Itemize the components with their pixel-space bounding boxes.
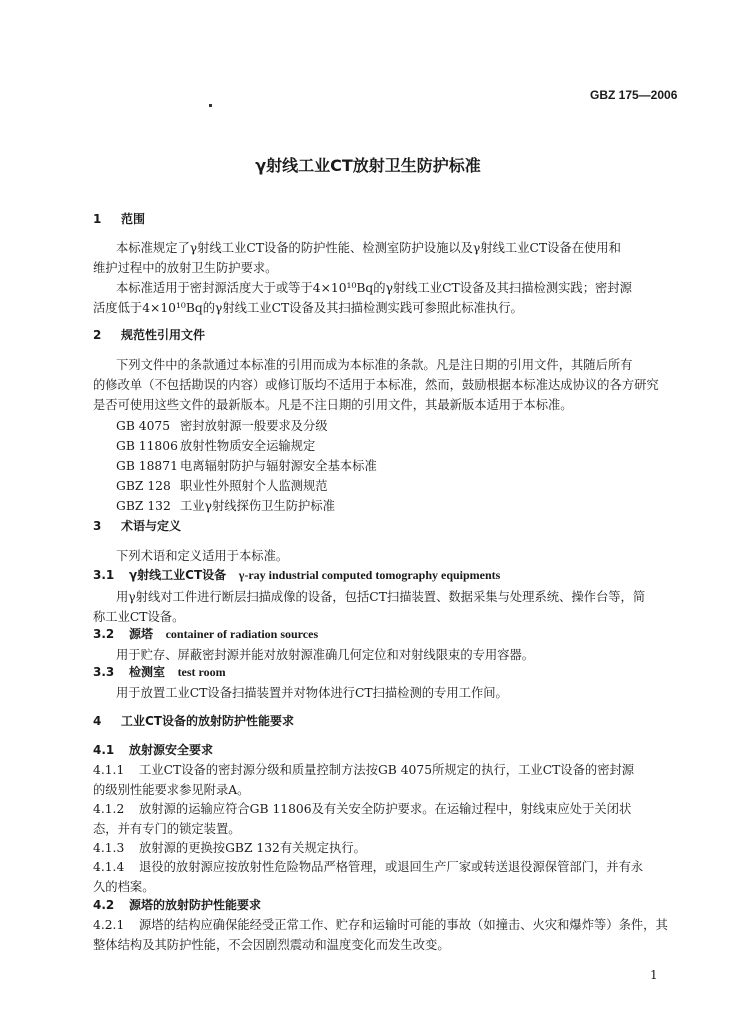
reference-title: 职业性外照射个人监测规范 xyxy=(180,479,328,493)
term-number: 3.3 xyxy=(93,665,115,679)
clause-4-1-4 xyxy=(93,857,643,875)
clause-4-1-2 xyxy=(93,799,631,817)
subsection-title: 源塔的放射防护性能要求 xyxy=(129,898,262,912)
paragraph-line: 维护过程中的放射卫生防护要求。 xyxy=(93,261,278,275)
section-title: 范围 xyxy=(121,212,146,226)
scan-speck xyxy=(209,104,212,107)
clause-4-2-1 xyxy=(93,915,668,933)
section-2-heading xyxy=(93,326,205,343)
subsection-title: 放射源安全要求 xyxy=(129,743,214,757)
term-english: γ-ray industrial computed tomography equipments xyxy=(238,568,501,582)
paragraph-line: 整体结构及其防护性能，不会因剧烈震动和温度变化而发生改变。 xyxy=(93,938,450,952)
term-name: 源塔 xyxy=(129,627,154,641)
section-4-heading xyxy=(93,712,294,729)
document-title: γ射线工业CT放射卫生防护标准 xyxy=(255,156,481,175)
reference-title: 密封放射源一般要求及分级 xyxy=(180,419,328,433)
clause-number: 4.1.4 xyxy=(93,860,125,874)
reference-code: GBZ 128 xyxy=(116,479,171,493)
term-3-2 xyxy=(93,625,318,642)
reference-item xyxy=(116,476,328,494)
reference-code: GB 18871 xyxy=(116,459,178,473)
section-number: 1 xyxy=(93,212,102,226)
section-number: 2 xyxy=(93,328,102,342)
paragraph-line: 下列文件中的条款通过本标准的引用而成为本标准的条款。凡是注日期的引用文件，其随后所有 xyxy=(116,358,633,372)
paragraph-line: 态，并有专门的锁定装置。 xyxy=(93,822,241,836)
section-title: 术语与定义 xyxy=(121,519,182,533)
reference-code: GB 11806 xyxy=(116,439,178,453)
paragraph-line: 称工业CT设备。 xyxy=(93,610,185,624)
paragraph-line: 的级别性能要求参见附录A。 xyxy=(93,783,250,797)
clause-4-1-3 xyxy=(93,838,366,856)
clause-text: 工业CT设备的密封源分级和质量控制方法按GB 4075所规定的执行，工业CT设备的密封源 xyxy=(139,763,635,777)
paragraph-line: 本标准规定了γ射线工业CT设备的防护性能、检测室防护设施以及γ射线工业CT设备在使用和 xyxy=(116,241,621,255)
term-name: 检测室 xyxy=(129,665,166,679)
term-3-3 xyxy=(93,663,226,680)
term-number: 3.1 xyxy=(93,568,115,582)
clause-text: 放射源的更换按GBZ 132有关规定执行。 xyxy=(139,841,366,855)
clause-number: 4.1.2 xyxy=(93,802,125,816)
subsection-number: 4.1 xyxy=(93,743,115,757)
paragraph-line: 本标准适用于密封源活度大于或等于4×10¹⁰Bq的γ射线工业CT设备及其扫描检测实践；密封源 xyxy=(116,281,632,295)
reference-title: 放射性物质安全运输规定 xyxy=(180,439,316,453)
term-english: container of radiation sources xyxy=(165,627,319,641)
reference-code: GB 4075 xyxy=(116,419,171,433)
paragraph-line: 用于贮存、屏蔽密封源并能对放射源准确几何定位和对射线限束的专用容器。 xyxy=(116,648,535,662)
subsection-number: 4.2 xyxy=(93,898,115,912)
reference-title: 工业γ射线探伤卫生防护标准 xyxy=(180,499,335,513)
section-number: 4 xyxy=(93,714,102,728)
section-number: 3 xyxy=(93,519,102,533)
section-3-heading xyxy=(93,517,181,534)
reference-title: 电离辐射防护与辐射源安全基本标准 xyxy=(180,459,377,473)
paragraph-line: 用γ射线对工件进行断层扫描成像的设备，包括CT扫描装置、数据采集与处理系统、操作台等，简 xyxy=(116,590,646,604)
term-english: test room xyxy=(177,665,226,679)
term-number: 3.2 xyxy=(93,627,115,641)
paragraph-line: 下列术语和定义适用于本标准。 xyxy=(116,549,289,563)
term-3-1 xyxy=(93,566,500,583)
subsection-4-2-heading xyxy=(93,896,261,913)
page-number: 1 xyxy=(650,968,658,982)
paragraph-line: 久的档案。 xyxy=(93,880,155,894)
reference-code: GBZ 132 xyxy=(116,499,171,513)
clause-4-1-1 xyxy=(93,760,634,778)
clause-text: 放射源的运输应符合GB 11806及有关安全防护要求。在运输过程中，射线束应处于关闭状 xyxy=(139,802,632,816)
section-1-heading xyxy=(93,210,145,227)
paragraph-line: 用于放置工业CT设备扫描装置并对物体进行CT扫描检测的专用工作间。 xyxy=(116,686,508,700)
reference-item xyxy=(116,436,315,454)
clause-number: 4.1.3 xyxy=(93,841,125,855)
reference-item xyxy=(116,416,328,434)
reference-item xyxy=(116,456,377,474)
clause-text: 源塔的结构应确保能经受正常工作、贮存和运输时可能的事故（如撞击、火灾和爆炸等）条件，其 xyxy=(139,918,668,932)
reference-item xyxy=(116,496,335,514)
clause-number: 4.2.1 xyxy=(93,918,125,932)
term-name: γ射线工业CT设备 xyxy=(129,568,227,582)
section-title: 规范性引用文件 xyxy=(121,328,206,342)
paragraph-line: 活度低于4×10¹⁰Bq的γ射线工业CT设备及其扫描检测实践可参照此标准执行。 xyxy=(93,301,523,315)
standard-number: GBZ 175—2006 xyxy=(590,88,678,102)
clause-text: 退役的放射源应按放射性危险物品严格管理，或退回生产厂家或转送退役源保管部门，并有永 xyxy=(139,860,644,874)
clause-number: 4.1.1 xyxy=(93,763,125,777)
subsection-4-1-heading xyxy=(93,741,213,758)
paragraph-line: 是否可使用这些文件的最新版本。凡是不注日期的引用文件，其最新版本适用于本标准。 xyxy=(93,398,573,412)
paragraph-line: 的修改单（不包括勘误的内容）或修订版均不适用于本标准，然而，鼓励根据本标准达成协议的各方研究 xyxy=(93,378,659,392)
section-title: 工业CT设备的放射防护性能要求 xyxy=(121,714,294,728)
